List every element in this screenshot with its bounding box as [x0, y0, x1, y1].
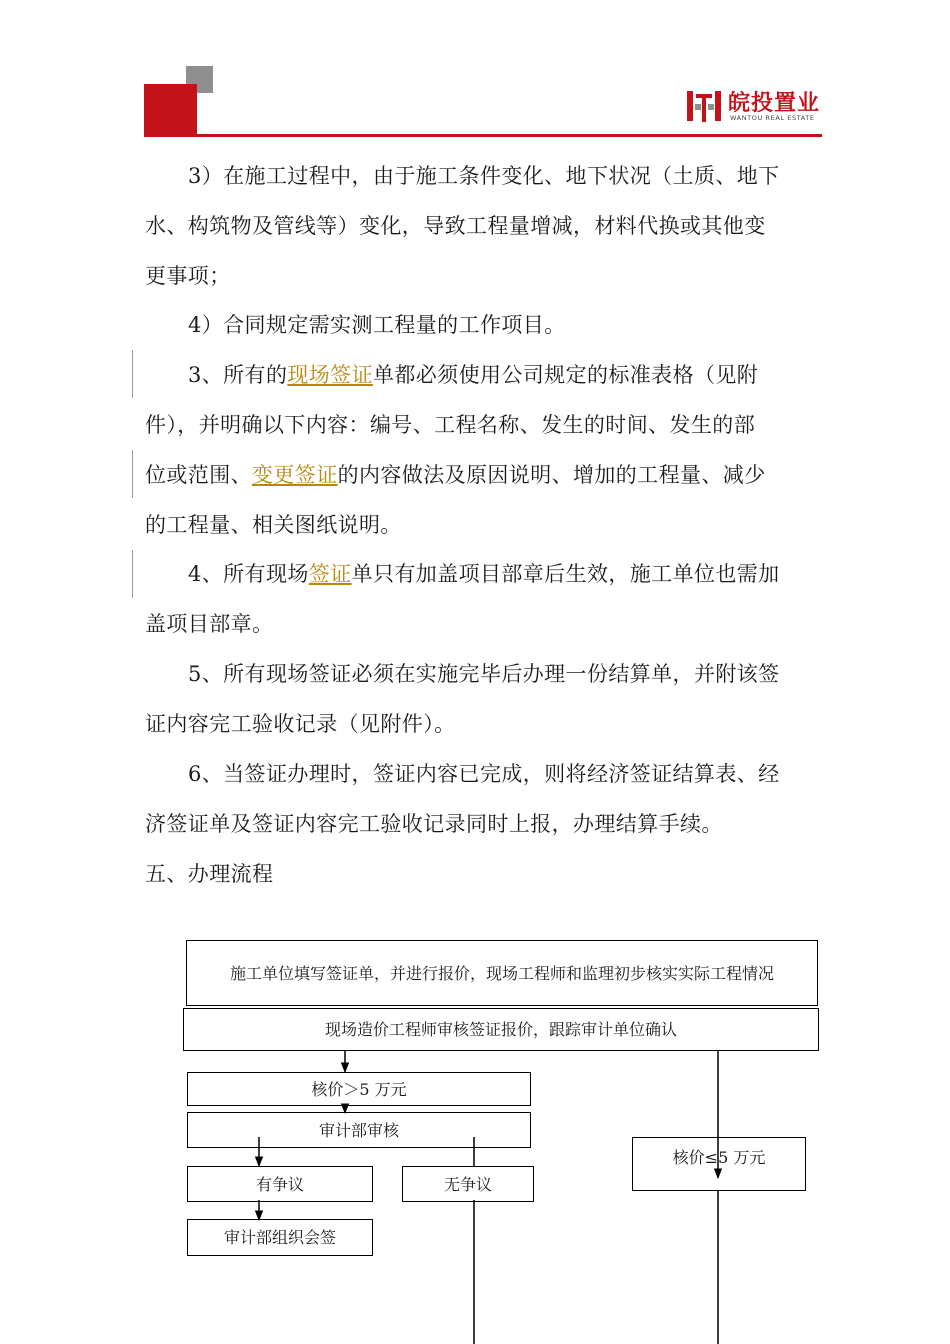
flow-box-disputed: 有争议 [187, 1166, 373, 1202]
paragraph-line: 5、所有现场签证必须在实施完毕后办理一份结算单，并附该签 [188, 662, 780, 686]
change-visa-link[interactable]: 变更签证 [252, 463, 338, 487]
paragraph-line: 的工程量、相关图纸说明。 [145, 513, 402, 537]
flow-box-audit-countersign: 审计部组织会签 [187, 1219, 373, 1256]
paragraph-line: 盖项目部章。 [145, 612, 274, 636]
text-run: 单只有加盖项目部章后生效，施工单位也需加 [351, 562, 780, 586]
paragraph-line: 4）合同规定需实测工程量的工作项目。 [188, 313, 566, 337]
site-visa-link[interactable]: 现场签证 [287, 363, 373, 387]
text-run: 3、所有的 [188, 363, 288, 387]
paragraph-line: 3）在施工过程中，由于施工条件变化、地下状况（土质、地下 [188, 164, 780, 188]
paragraph-line: 证内容完工验收记录（见附件）。 [145, 712, 456, 736]
paragraph-line: 6、当签证办理时，签证内容已完成，则将经济签证结算表、经 [188, 762, 780, 786]
paragraph-line: 水、构筑物及管线等）变化，导致工程量增减，材料代换或其他变 [145, 214, 766, 238]
flow-box-cost-engineer-review: 现场造价工程师审核签证报价，跟踪审计单位确认 [183, 1008, 819, 1051]
text-run: 位或范围、 [145, 463, 252, 487]
flow-box-over-5w: 核价＞5 万元 [187, 1072, 531, 1106]
flow-box-undisputed: 无争议 [402, 1166, 534, 1202]
section-heading: 五、办理流程 [145, 862, 274, 886]
paragraph-line: 济签证单及签证内容完工验收记录同时上报，办理结算手续。 [145, 812, 723, 836]
flow-box-audit-review: 审计部审核 [187, 1112, 531, 1148]
flow-box-under-5w: 核价≤5 万元 [632, 1137, 806, 1191]
logo-chinese-name: 皖投置业 [728, 91, 821, 116]
text-run: 单都必须使用公司规定的标准表格（见附 [372, 363, 759, 387]
paragraph-line: 更事项； [145, 264, 231, 288]
visa-link[interactable]: 签证 [308, 562, 352, 586]
paragraph-line: 件），并明确以下内容：编号、工程名称、发生的时间、发生的部 [145, 413, 756, 437]
flow-box-contractor-quote: 施工单位填写签证单，并进行报价，现场工程师和监理初步核实实际工程情况 [186, 940, 818, 1006]
text-run: 的内容做法及原因说明、增加的工程量、减少 [337, 463, 766, 487]
logo-english-name: WANTOU REAL ESTATE [730, 114, 815, 122]
text-run: 4、所有现场 [188, 562, 309, 586]
